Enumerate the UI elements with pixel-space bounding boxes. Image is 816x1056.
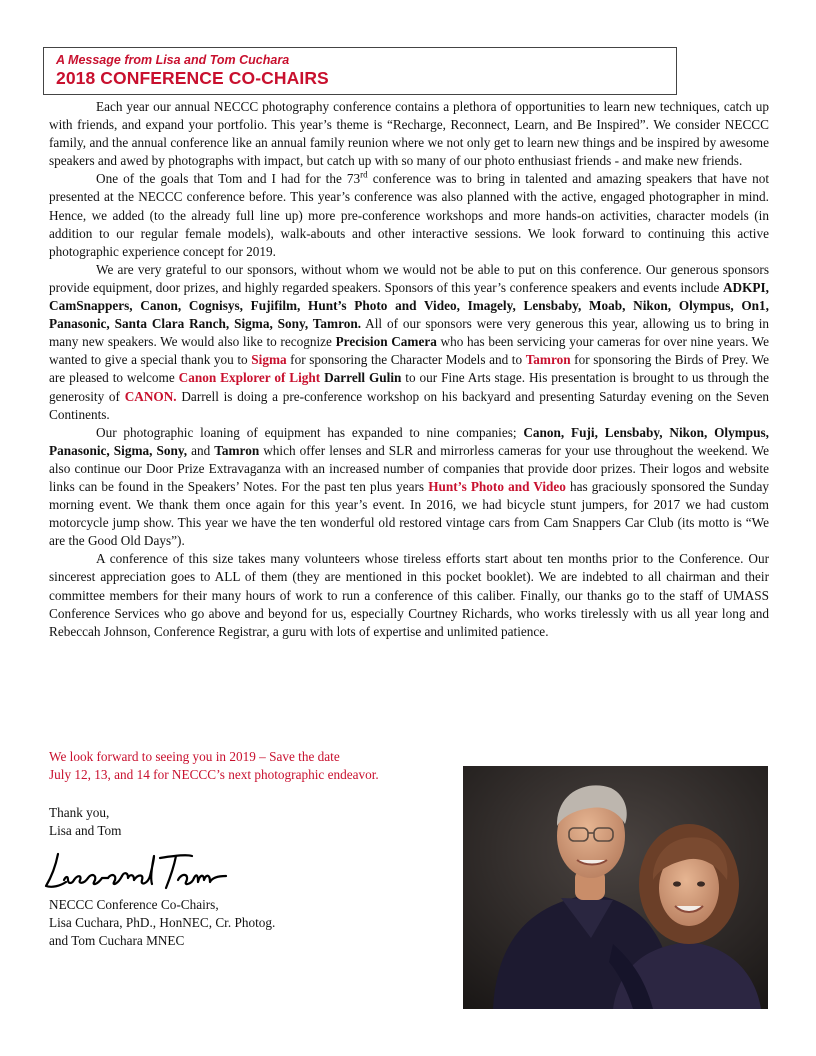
p3-text-5: for sponsoring the Birds of Prey. We are pleased to welcome xyxy=(49,352,769,386)
p4-text-2: and xyxy=(187,442,215,458)
sponsor-hunts-photo: Hunt’s Photo and Video xyxy=(428,478,566,494)
signoff-line-2: Lisa Cuchara, PhD., HonNEC, Cr. Photog. xyxy=(49,915,276,931)
canon-explorer-of-light: Canon Explorer of Light xyxy=(178,370,321,386)
page-title: 2018 CONFERENCE CO-CHAIRS xyxy=(56,68,329,88)
ordinal-suffix: rd xyxy=(360,169,368,180)
paragraph-2-text-a: One of the goals that Tom and I had for the 73 xyxy=(96,171,361,187)
header-subtitle: A Message from Lisa and Tom Cuchara xyxy=(56,53,290,67)
paragraph-3 xyxy=(49,261,769,424)
thanks-line-2: Lisa and Tom xyxy=(49,823,122,839)
loaner-brands: Canon, Fuji, Lensbaby, Nikon, Olympus, Panasonic, Sigma, Sony, xyxy=(49,424,769,458)
paragraph-4 xyxy=(49,424,769,551)
paragraph-2 xyxy=(49,170,769,260)
paragraph-2-text-b: conference was to bring in talented and amazing speakers that have not presented at the NECCC conference before. This year’s conference was also planned with the active, engaged photographer in mind. Hence, we added (to the already full line up) more pre-conference workshops and more hands-on activities, character models (in addition to our regular female models), walk-abouts and other interactive sessions. We look forward to continuing this active photographic experience concept for 2019. xyxy=(49,171,770,259)
p3-text-8: Darrell is doing a pre-conference workshop on his backyard and presenting Saturday evening on the Seven Continents. xyxy=(49,388,769,422)
signoff-block xyxy=(49,896,369,950)
handwritten-signature xyxy=(42,846,232,894)
portrait-image xyxy=(463,766,768,1009)
p4-text-3: which offer lenses and SLR and mirrorless cameras for your use throughout the weekend. We also continue our Door Prize Extravaganza with an increased number of companies that provide door prizes. Their logos and website links can be found in the Speakers’ Notes. For the past ten plus years xyxy=(49,442,769,494)
sponsor-canon: CANON. xyxy=(124,388,177,404)
header-box xyxy=(43,47,677,95)
p4-text-4: has graciously sponsored the Sunday morning event. We thank them once again for this year’s event. In 2016, we had bicycle stunt jumpers, for 2017 we had custom motorcycle jump show. This year we have the ten wonderful old restored vintage cars from Cam Snappers Car Club (its motto is “We are the Good Old Days”). xyxy=(49,478,769,549)
p4-text-1: Our photographic loaning of equipment has expanded to nine companies; xyxy=(96,424,524,440)
sponsor-list: ADKPI, CamSnappers, Canon, Cognisys, Fujifilm, Hunt’s Photo and Video, Imagely, Lensbaby, Moab, Nikon, Olympus, On1, Panasonic, Santa Clara Ranch, Sigma, Sony, Tamron. xyxy=(49,279,769,332)
sponsor-precision-camera: Precision Camera xyxy=(335,334,437,350)
letter-body xyxy=(49,98,769,641)
thanks-block xyxy=(49,804,349,840)
save-the-date xyxy=(49,748,469,784)
p3-text-1: We are very grateful to our sponsors, without whom we would not be able to put on this conference. Our generous sponsors provide equipment, door prizes, and highly regarded speakers. Sponsors of this year’s conference speakers and events include xyxy=(49,261,769,295)
p3-text-7: to our Fine Arts stage. His presentation is brought to us through the generosity of xyxy=(49,370,769,404)
signoff-line-1: NECCC Conference Co-Chairs, xyxy=(49,897,219,912)
paragraph-1: Each year our annual NECCC photography conference contains a plethora of opportunities to learn new techniques, catch up with friends, and expand your portfolio. This year’s theme is “Recharge, Reconnect, Learn, and Be Inspired”. We consider NECCC family, and the annual conference like an annual family reunion where we not only get to learn new things and be inspired by awesome speakers and awed by photographs with impact, but catch up with so many of our photo enthusiast friends - and make new friends. xyxy=(49,99,769,169)
co-chairs-photo xyxy=(463,766,768,1009)
save-the-date-line-2: July 12, 13, and 14 for NECCC’s next photographic endeavor. xyxy=(49,767,379,783)
p3-text-3: who has been servicing your cameras for over nine years. We wanted to give a special thank you to xyxy=(49,334,769,368)
thanks-line-1: Thank you, xyxy=(49,805,110,820)
save-the-date-line-1: We look forward to seeing you in 2019 – Save the date xyxy=(49,749,340,764)
sponsor-tamron: Tamron xyxy=(525,352,571,368)
p3-text-2: All of our sponsors were very generous this year, allowing us to bring in many new speakers. We would also like to recognize xyxy=(49,316,769,350)
p3-text-4: for sponsoring the Character Models and to xyxy=(286,352,526,368)
speaker-darrell-gulin: Darrell Gulin xyxy=(324,370,402,386)
sponsor-sigma: Sigma xyxy=(251,352,287,368)
paragraph-5: A conference of this size takes many volunteers whose tireless efforts start about ten months prior to the Conference. Our sincerest appreciation goes to ALL of them (they are mentioned in this pocket booklet). We are indebted to all chairman and their committee members for their many hours of work to run a conference of this caliber. Finally, our thanks go to the staff of UMASS Conference Services who go above and beyond for us, especially Courtney Richards, who works tirelessly with us all year long and Rebeccah Johnson, Conference Registrar, a guru with lots of expertise and unlimited patience. xyxy=(49,551,769,639)
signoff-line-3: and Tom Cuchara MNEC xyxy=(49,933,185,949)
loaner-tamron: Tamron xyxy=(214,442,260,458)
